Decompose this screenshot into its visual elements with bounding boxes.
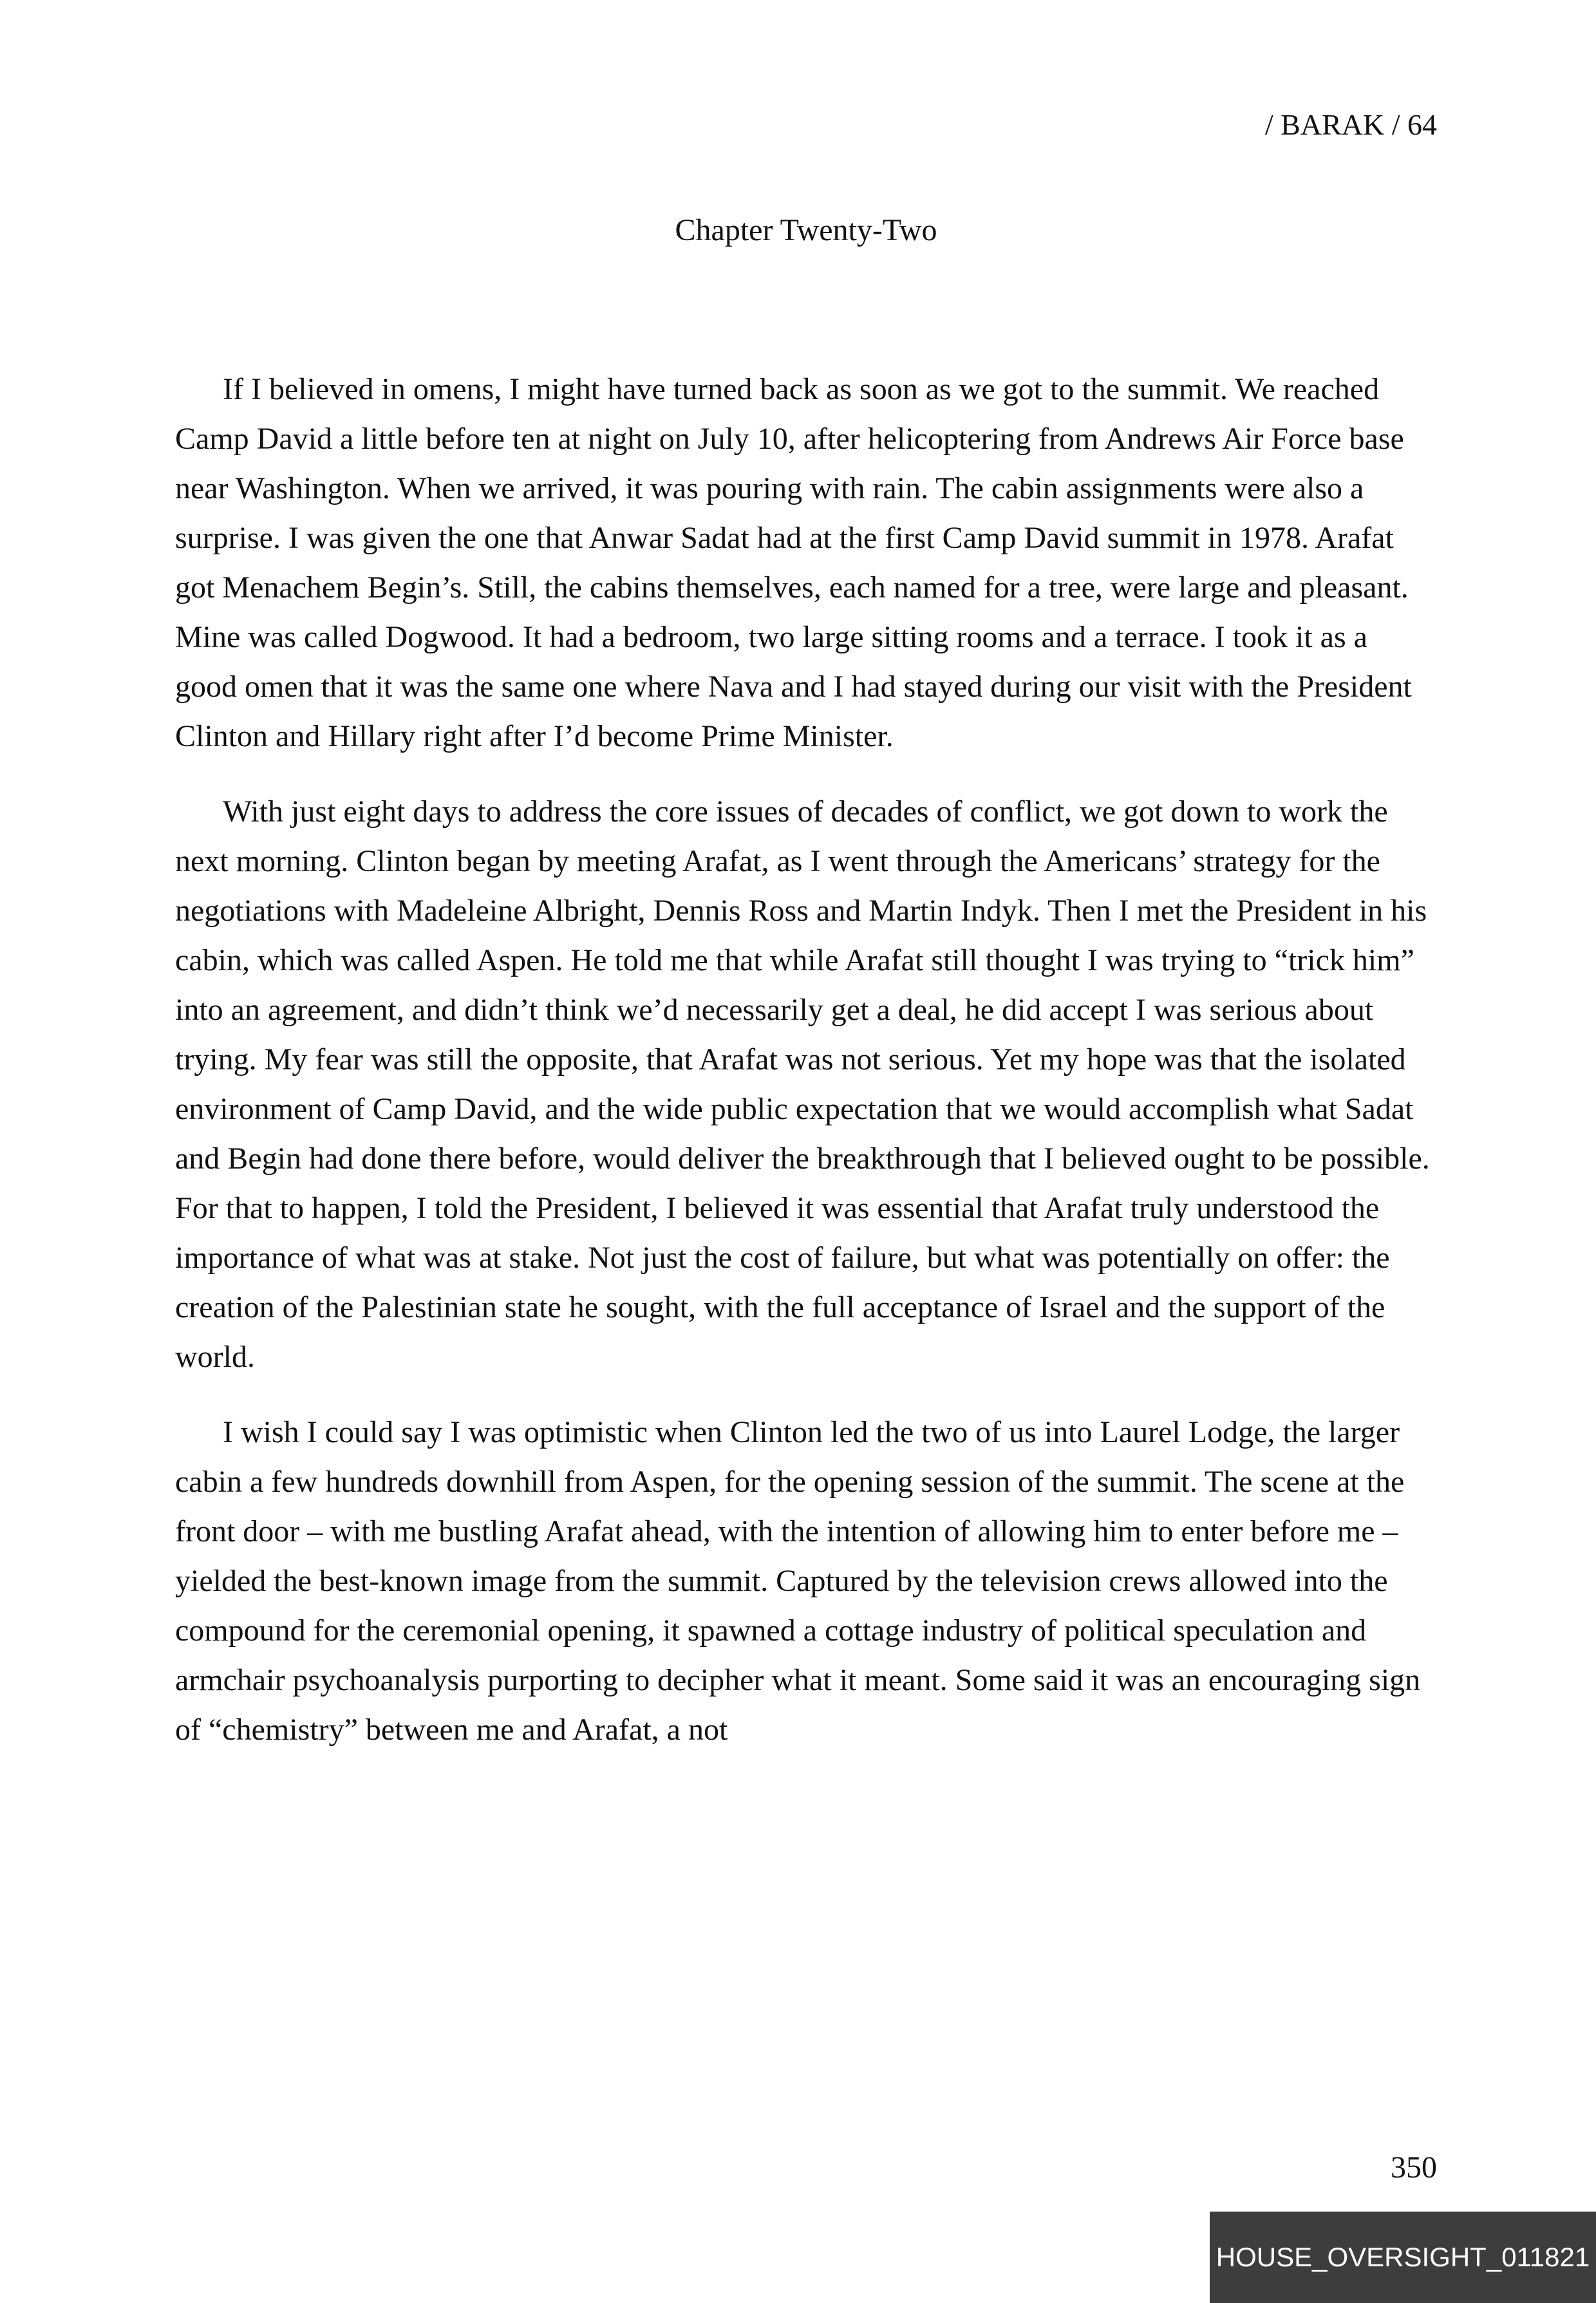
oversight-stamp-bar <box>1210 2212 1596 2303</box>
bates-header: / BARAK / 64 <box>1264 108 1437 141</box>
paragraph-2: With just eight days to address the core issues of decades of conflict, we got down to work the next morning. Clinton began by meeting Arafat, as I went through the Americans’ strategy for the negotiations with Madeleine Albright, Dennis Ross and Martin Indyk. Then I met the President in his cabin, which was called Aspen. He told me that while Arafat still thought I was trying to “trick him” into an agreement, and didn’t think we’d necessarily get a deal, he did accept I was serious about trying. My fear was still the opposite, that Arafat was not serious. Yet my hope was that the isolated environment of Camp David, and the wide public expectation that we would accomplish what Sadat and Begin had done there before, would deliver the breakthrough that I believed ought to be possible. For that to happen, I told the President, I believed it was essential that Arafat truly understood the importance of what was at stake. Not just the cost of failure, but what was potentially on offer: the creation of the Palestinian state he sought, with the full acceptance of Israel and the support of the world. <box>175 794 1430 1374</box>
paragraph-1: If I believed in omens, I might have turned back as soon as we got to the summit. We reached Camp David a little before ten at night on July 10, after helicoptering from Andrews Air Force base near Washington. When we arrived, it was pouring with rain. The cabin assignments were also a surprise. I was given the one that Anwar Sadat had at the first Camp David summit in 1978. Arafat got Menachem Begin’s. Still, the cabins themselves, each named for a tree, were large and pleasant. Mine was called Dogwood. It had a bedroom, two large sitting rooms and a terrace. I took it as a good omen that it was the same one where Nava and I had stayed during our visit with the President Clinton and Hillary right after I’d become Prime Minister. <box>175 372 1412 753</box>
page-number: 350 <box>1391 2150 1437 2185</box>
oversight-stamp-label: HOUSE_OVERSIGHT_011821 <box>1216 2242 1590 2272</box>
paragraph-3: I wish I could say I was optimistic when Clinton led the two of us into Laurel Lodge, the larger cabin a few hundreds downhill from Aspen, for the opening session of the summit. The scene at the front door – with me bustling Arafat ahead, with the intention of allowing him to enter before me – yielded the best-known image from the summit. Captured by the television crews allowed into the compound for the ceremonial opening, it spawned a cottage industry of political speculation and armchair psychoanalysis purporting to decipher what it meant. Some said it was an encouraging sign of “chemistry” between me and Arafat, a not <box>175 1415 1421 1747</box>
body-text <box>175 364 1432 1780</box>
chapter-title: Chapter Twenty-Two <box>675 213 937 247</box>
